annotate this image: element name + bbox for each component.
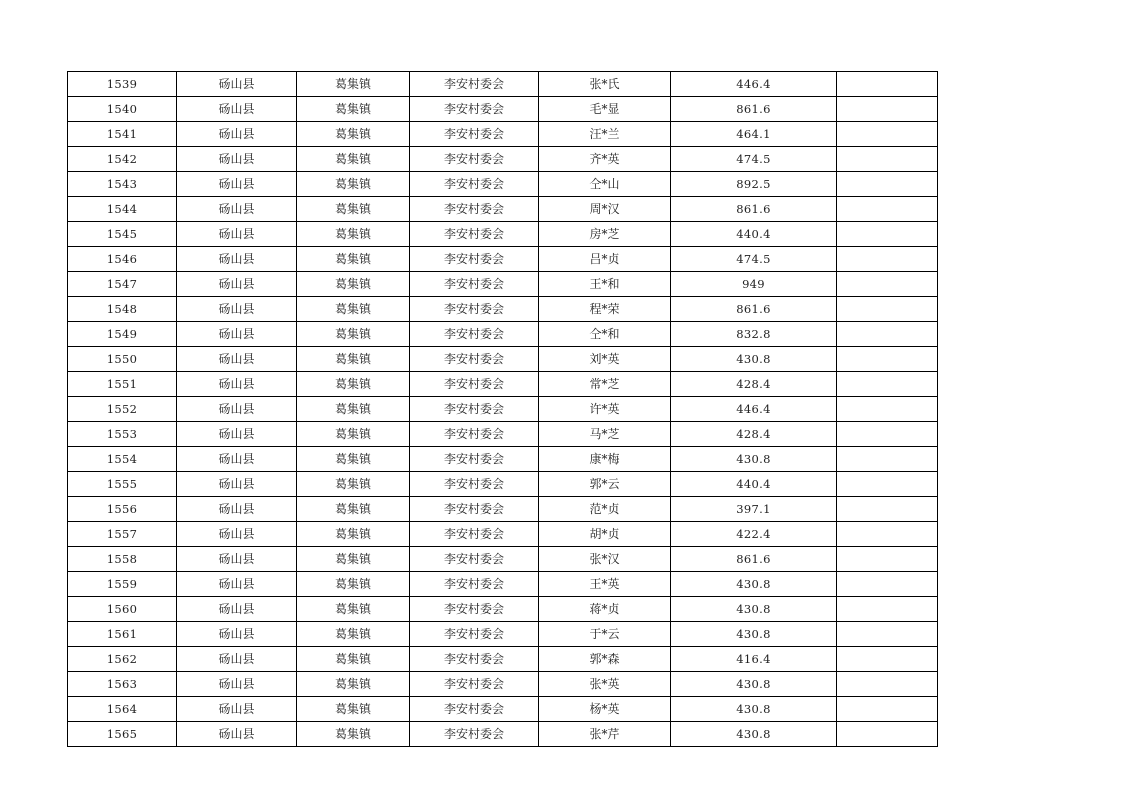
- person-name-cell: 张*汉: [539, 547, 671, 572]
- row-number-cell: 1540: [68, 97, 177, 122]
- county-cell: 砀山县: [177, 297, 297, 322]
- amount-cell: 474.5: [671, 247, 837, 272]
- row-number-cell: 1554: [68, 447, 177, 472]
- table-row: [68, 522, 938, 547]
- row-number-cell: 1556: [68, 497, 177, 522]
- amount-cell: 861.6: [671, 297, 837, 322]
- village-committee-cell: 李安村委会: [410, 697, 539, 722]
- town-cell: 葛集镇: [297, 197, 410, 222]
- note-cell: [837, 147, 938, 172]
- note-cell: [837, 422, 938, 447]
- amount-cell: 949: [671, 272, 837, 297]
- county-cell: 砀山县: [177, 697, 297, 722]
- person-name-cell: 郭*云: [539, 472, 671, 497]
- note-cell: [837, 622, 938, 647]
- note-cell: [837, 122, 938, 147]
- county-cell: 砀山县: [177, 272, 297, 297]
- person-name-cell: 郭*森: [539, 647, 671, 672]
- note-cell: [837, 272, 938, 297]
- person-name-cell: 毛*显: [539, 97, 671, 122]
- town-cell: 葛集镇: [297, 622, 410, 647]
- table-row: [68, 622, 938, 647]
- person-name-cell: 张*氏: [539, 72, 671, 97]
- note-cell: [837, 347, 938, 372]
- village-committee-cell: 李安村委会: [410, 497, 539, 522]
- person-name-cell: 周*汉: [539, 197, 671, 222]
- note-cell: [837, 197, 938, 222]
- county-cell: 砀山县: [177, 172, 297, 197]
- county-cell: 砀山县: [177, 547, 297, 572]
- village-committee-cell: 李安村委会: [410, 597, 539, 622]
- county-cell: 砀山县: [177, 597, 297, 622]
- town-cell: 葛集镇: [297, 122, 410, 147]
- town-cell: 葛集镇: [297, 647, 410, 672]
- note-cell: [837, 97, 938, 122]
- county-cell: 砀山县: [177, 97, 297, 122]
- row-number-cell: 1543: [68, 172, 177, 197]
- row-number-cell: 1565: [68, 722, 177, 747]
- town-cell: 葛集镇: [297, 572, 410, 597]
- amount-cell: 416.4: [671, 647, 837, 672]
- row-number-cell: 1544: [68, 197, 177, 222]
- person-name-cell: 于*云: [539, 622, 671, 647]
- person-name-cell: 程*荣: [539, 297, 671, 322]
- row-number-cell: 1547: [68, 272, 177, 297]
- row-number-cell: 1552: [68, 397, 177, 422]
- town-cell: 葛集镇: [297, 472, 410, 497]
- person-name-cell: 康*梅: [539, 447, 671, 472]
- table-row: [68, 597, 938, 622]
- table-row: [68, 397, 938, 422]
- note-cell: [837, 572, 938, 597]
- town-cell: 葛集镇: [297, 597, 410, 622]
- amount-cell: 474.5: [671, 147, 837, 172]
- town-cell: 葛集镇: [297, 547, 410, 572]
- amount-cell: 861.6: [671, 97, 837, 122]
- note-cell: [837, 247, 938, 272]
- person-name-cell: 范*贞: [539, 497, 671, 522]
- town-cell: 葛集镇: [297, 222, 410, 247]
- records-table: [67, 71, 938, 747]
- table-row: [68, 447, 938, 472]
- note-cell: [837, 597, 938, 622]
- town-cell: 葛集镇: [297, 247, 410, 272]
- amount-cell: 430.8: [671, 597, 837, 622]
- county-cell: 砀山县: [177, 347, 297, 372]
- village-committee-cell: 李安村委会: [410, 247, 539, 272]
- person-name-cell: 齐*英: [539, 147, 671, 172]
- county-cell: 砀山县: [177, 572, 297, 597]
- town-cell: 葛集镇: [297, 497, 410, 522]
- table-row: [68, 172, 938, 197]
- table-row: [68, 672, 938, 697]
- table-row: [68, 122, 938, 147]
- amount-cell: 430.8: [671, 697, 837, 722]
- table-row: [68, 647, 938, 672]
- town-cell: 葛集镇: [297, 172, 410, 197]
- person-name-cell: 房*芝: [539, 222, 671, 247]
- village-committee-cell: 李安村委会: [410, 722, 539, 747]
- county-cell: 砀山县: [177, 322, 297, 347]
- person-name-cell: 汪*兰: [539, 122, 671, 147]
- note-cell: [837, 647, 938, 672]
- amount-cell: 430.8: [671, 347, 837, 372]
- village-committee-cell: 李安村委会: [410, 197, 539, 222]
- county-cell: 砀山县: [177, 397, 297, 422]
- row-number-cell: 1549: [68, 322, 177, 347]
- note-cell: [837, 547, 938, 572]
- village-committee-cell: 李安村委会: [410, 322, 539, 347]
- table-row: [68, 697, 938, 722]
- village-committee-cell: 李安村委会: [410, 147, 539, 172]
- table-row: [68, 472, 938, 497]
- town-cell: 葛集镇: [297, 347, 410, 372]
- village-committee-cell: 李安村委会: [410, 472, 539, 497]
- table-row: [68, 297, 938, 322]
- village-committee-cell: 李安村委会: [410, 547, 539, 572]
- table-row: [68, 422, 938, 447]
- amount-cell: 422.4: [671, 522, 837, 547]
- note-cell: [837, 222, 938, 247]
- amount-cell: 446.4: [671, 72, 837, 97]
- village-committee-cell: 李安村委会: [410, 672, 539, 697]
- person-name-cell: 胡*贞: [539, 522, 671, 547]
- row-number-cell: 1541: [68, 122, 177, 147]
- village-committee-cell: 李安村委会: [410, 97, 539, 122]
- village-committee-cell: 李安村委会: [410, 272, 539, 297]
- county-cell: 砀山县: [177, 447, 297, 472]
- village-committee-cell: 李安村委会: [410, 172, 539, 197]
- village-committee-cell: 李安村委会: [410, 372, 539, 397]
- table-body: [68, 72, 938, 747]
- amount-cell: 440.4: [671, 472, 837, 497]
- person-name-cell: 张*芹: [539, 722, 671, 747]
- village-committee-cell: 李安村委会: [410, 422, 539, 447]
- note-cell: [837, 522, 938, 547]
- amount-cell: 428.4: [671, 422, 837, 447]
- town-cell: 葛集镇: [297, 322, 410, 347]
- town-cell: 葛集镇: [297, 397, 410, 422]
- table-row: [68, 222, 938, 247]
- county-cell: 砀山县: [177, 472, 297, 497]
- person-name-cell: 吕*贞: [539, 247, 671, 272]
- amount-cell: 832.8: [671, 322, 837, 347]
- town-cell: 葛集镇: [297, 72, 410, 97]
- amount-cell: 430.8: [671, 572, 837, 597]
- amount-cell: 397.1: [671, 497, 837, 522]
- row-number-cell: 1550: [68, 347, 177, 372]
- row-number-cell: 1558: [68, 547, 177, 572]
- note-cell: [837, 447, 938, 472]
- row-number-cell: 1551: [68, 372, 177, 397]
- village-committee-cell: 李安村委会: [410, 647, 539, 672]
- village-committee-cell: 李安村委会: [410, 397, 539, 422]
- amount-cell: 428.4: [671, 372, 837, 397]
- town-cell: 葛集镇: [297, 422, 410, 447]
- table-row: [68, 347, 938, 372]
- person-name-cell: 许*英: [539, 397, 671, 422]
- county-cell: 砀山县: [177, 422, 297, 447]
- table-row: [68, 497, 938, 522]
- note-cell: [837, 722, 938, 747]
- amount-cell: 464.1: [671, 122, 837, 147]
- note-cell: [837, 697, 938, 722]
- note-cell: [837, 372, 938, 397]
- note-cell: [837, 297, 938, 322]
- note-cell: [837, 322, 938, 347]
- town-cell: 葛集镇: [297, 272, 410, 297]
- town-cell: 葛集镇: [297, 147, 410, 172]
- note-cell: [837, 397, 938, 422]
- county-cell: 砀山县: [177, 147, 297, 172]
- village-committee-cell: 李安村委会: [410, 522, 539, 547]
- county-cell: 砀山县: [177, 247, 297, 272]
- table-row: [68, 72, 938, 97]
- amount-cell: 430.8: [671, 447, 837, 472]
- village-committee-cell: 李安村委会: [410, 622, 539, 647]
- amount-cell: 861.6: [671, 547, 837, 572]
- note-cell: [837, 172, 938, 197]
- row-number-cell: 1553: [68, 422, 177, 447]
- village-committee-cell: 李安村委会: [410, 347, 539, 372]
- table-row: [68, 272, 938, 297]
- person-name-cell: 张*英: [539, 672, 671, 697]
- table-row: [68, 322, 938, 347]
- amount-cell: 430.8: [671, 672, 837, 697]
- row-number-cell: 1563: [68, 672, 177, 697]
- amount-cell: 446.4: [671, 397, 837, 422]
- amount-cell: 440.4: [671, 222, 837, 247]
- table-row: [68, 722, 938, 747]
- table-row: [68, 147, 938, 172]
- county-cell: 砀山县: [177, 522, 297, 547]
- county-cell: 砀山县: [177, 497, 297, 522]
- row-number-cell: 1555: [68, 472, 177, 497]
- person-name-cell: 马*芝: [539, 422, 671, 447]
- row-number-cell: 1561: [68, 622, 177, 647]
- note-cell: [837, 497, 938, 522]
- table-row: [68, 197, 938, 222]
- row-number-cell: 1542: [68, 147, 177, 172]
- county-cell: 砀山县: [177, 122, 297, 147]
- person-name-cell: 仝*山: [539, 172, 671, 197]
- row-number-cell: 1560: [68, 597, 177, 622]
- note-cell: [837, 472, 938, 497]
- table-row: [68, 372, 938, 397]
- town-cell: 葛集镇: [297, 372, 410, 397]
- amount-cell: 892.5: [671, 172, 837, 197]
- county-cell: 砀山县: [177, 647, 297, 672]
- row-number-cell: 1564: [68, 697, 177, 722]
- row-number-cell: 1545: [68, 222, 177, 247]
- person-name-cell: 仝*和: [539, 322, 671, 347]
- person-name-cell: 王*英: [539, 572, 671, 597]
- town-cell: 葛集镇: [297, 297, 410, 322]
- table-row: [68, 572, 938, 597]
- person-name-cell: 蒋*贞: [539, 597, 671, 622]
- county-cell: 砀山县: [177, 372, 297, 397]
- row-number-cell: 1557: [68, 522, 177, 547]
- table-row: [68, 97, 938, 122]
- row-number-cell: 1562: [68, 647, 177, 672]
- row-number-cell: 1546: [68, 247, 177, 272]
- person-name-cell: 杨*英: [539, 697, 671, 722]
- county-cell: 砀山县: [177, 197, 297, 222]
- county-cell: 砀山县: [177, 722, 297, 747]
- village-committee-cell: 李安村委会: [410, 72, 539, 97]
- county-cell: 砀山县: [177, 72, 297, 97]
- village-committee-cell: 李安村委会: [410, 222, 539, 247]
- village-committee-cell: 李安村委会: [410, 572, 539, 597]
- village-committee-cell: 李安村委会: [410, 297, 539, 322]
- table-row: [68, 547, 938, 572]
- row-number-cell: 1559: [68, 572, 177, 597]
- town-cell: 葛集镇: [297, 97, 410, 122]
- town-cell: 葛集镇: [297, 447, 410, 472]
- person-name-cell: 王*和: [539, 272, 671, 297]
- amount-cell: 861.6: [671, 197, 837, 222]
- note-cell: [837, 672, 938, 697]
- town-cell: 葛集镇: [297, 697, 410, 722]
- county-cell: 砀山县: [177, 672, 297, 697]
- row-number-cell: 1548: [68, 297, 177, 322]
- person-name-cell: 常*芝: [539, 372, 671, 397]
- village-committee-cell: 李安村委会: [410, 447, 539, 472]
- town-cell: 葛集镇: [297, 672, 410, 697]
- county-cell: 砀山县: [177, 222, 297, 247]
- town-cell: 葛集镇: [297, 522, 410, 547]
- note-cell: [837, 72, 938, 97]
- town-cell: 葛集镇: [297, 722, 410, 747]
- person-name-cell: 刘*英: [539, 347, 671, 372]
- table-row: [68, 247, 938, 272]
- county-cell: 砀山县: [177, 622, 297, 647]
- village-committee-cell: 李安村委会: [410, 122, 539, 147]
- amount-cell: 430.8: [671, 722, 837, 747]
- row-number-cell: 1539: [68, 72, 177, 97]
- amount-cell: 430.8: [671, 622, 837, 647]
